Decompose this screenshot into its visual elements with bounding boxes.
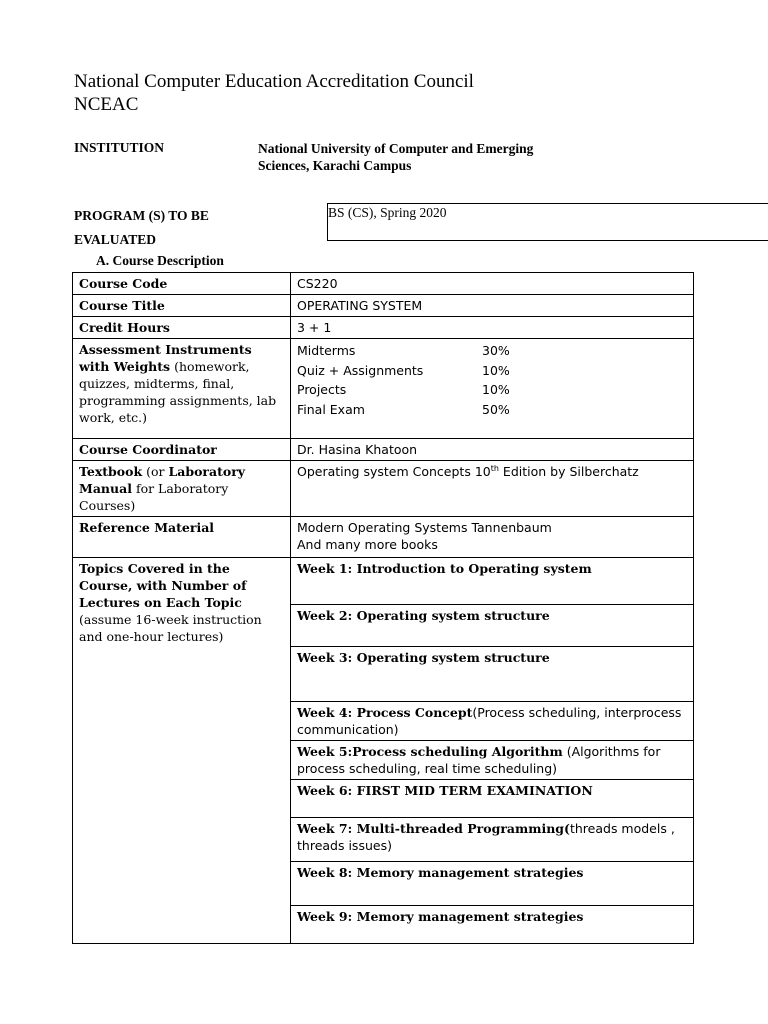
course-description-table [72, 272, 694, 944]
week-cell: Week 3: Operating system structure [291, 647, 694, 702]
textbook-value: Operating system Concepts 10th Edition by Silberchatz [291, 461, 694, 517]
assessment-label: Assessment Instruments with Weights (homework, quizzes, midterms, final, programming assignments, lab work, etc.) [73, 339, 291, 439]
row-coordinator [73, 439, 694, 461]
institution-label: INSTITUTION [74, 140, 165, 155]
row-week-1 [73, 558, 694, 605]
council-abbr: NCEAC [74, 94, 139, 115]
institution-line-1: National University of Computer and Emerging [258, 141, 534, 156]
row-course-title [73, 295, 694, 317]
institution-line-2: Sciences, Karachi Campus [258, 158, 412, 173]
assessment-item: Midterms 30% [297, 343, 510, 358]
council-name: National Computer Education Accreditation Council [74, 71, 474, 92]
week-cell: Week 4: Process Concept(Process scheduling, interprocess communication) [291, 702, 694, 741]
week-cell: Week 6: FIRST MID TERM EXAMINATION [291, 780, 694, 818]
course-code-value: CS220 [291, 273, 694, 295]
textbook-label: Textbook (or Laboratory Manual for Laboratory Courses) [73, 461, 291, 517]
credit-hours-label: Credit Hours [73, 317, 291, 339]
reference-value: Modern Operating Systems Tannenbaum And many more books [291, 517, 694, 558]
course-code-label: Course Code [73, 273, 291, 295]
row-course-code [73, 273, 694, 295]
council-header [74, 70, 474, 116]
program-label-line-1: PROGRAM (S) TO BE [74, 208, 209, 223]
week-cell: Week 9: Memory management strategies [291, 906, 694, 944]
week-cell: Week 7: Multi-threaded Programming(threads models , threads issues) [291, 818, 694, 862]
week-cell: Week 5:Process scheduling Algorithm (Algorithms for process scheduling, real time scheduling) [291, 741, 694, 780]
week-cell: Week 1: Introduction to Operating system [291, 558, 694, 605]
assessment-item: Projects 10% [297, 382, 510, 397]
course-title-label: Course Title [73, 295, 291, 317]
topics-label: Topics Covered in the Course, with Number of Lectures on Each Topic (assume 16-week instruction and one-hour lectures) [73, 558, 291, 944]
row-assessment [73, 339, 694, 439]
row-credit-hours [73, 317, 694, 339]
coordinator-label: Course Coordinator [73, 439, 291, 461]
week-cell: Week 2: Operating system structure [291, 605, 694, 647]
week-cell: Week 8: Memory management strategies [291, 862, 694, 906]
program-value: BS (CS), Spring 2020 [328, 205, 447, 220]
program-label [74, 204, 209, 252]
assessment-values [291, 339, 694, 439]
assessment-item: Quiz + Assignments 10% [297, 362, 510, 378]
reference-label: Reference Material [73, 517, 291, 558]
section-title: A. Course Description [96, 253, 224, 268]
row-reference [73, 517, 694, 558]
credit-hours-value: 3 + 1 [291, 317, 694, 339]
program-value-box [327, 203, 768, 241]
course-title-value: OPERATING SYSTEM [291, 295, 694, 317]
assessment-item: Final Exam 50% [297, 401, 510, 417]
coordinator-value: Dr. Hasina Khatoon [291, 439, 694, 461]
program-label-line-2: EVALUATED [74, 232, 157, 247]
row-textbook [73, 461, 694, 517]
institution-value [258, 140, 598, 174]
